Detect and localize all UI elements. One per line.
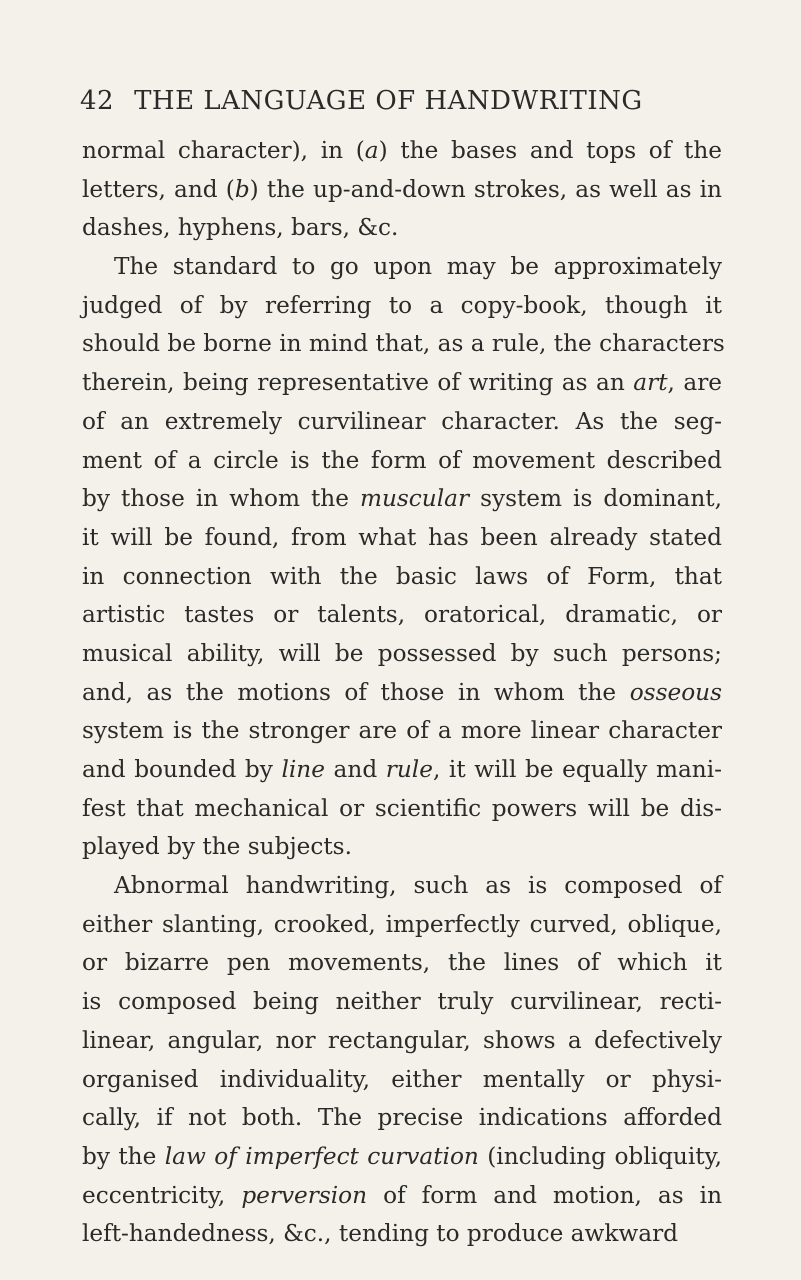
text-line: [82, 442, 722, 481]
text-run: ) the bases and tops of the: [378, 137, 722, 164]
italic-text: b: [234, 175, 250, 203]
italic-text: osseous: [629, 678, 722, 706]
text-run: ment of a circle is the form of movement described: [82, 446, 722, 474]
text-run: system is the stronger are of a more linear character: [82, 717, 722, 745]
text-run: cally, if not both. The precise indications afforded: [82, 1104, 722, 1132]
text-run: The standard to go upon may be approximately: [114, 253, 722, 281]
text-run: by the: [82, 1142, 165, 1170]
italic-text: art: [633, 369, 668, 397]
text-run: and, as the motions of those in whom the: [82, 678, 630, 706]
text-run: in connection with the basic laws of Form, that: [82, 562, 722, 590]
text-run: it will be found, from what has been already stated: [82, 523, 722, 551]
text-run: of form and motion, as in: [367, 1181, 723, 1209]
text-run: should be borne in mind that, as a rule, the characters: [82, 330, 725, 358]
text-line: [82, 944, 722, 983]
text-run: played by the subjects.: [82, 833, 352, 861]
text-run: eccentricity,: [82, 1181, 242, 1209]
text-line: [82, 325, 725, 364]
italic-text: perversion: [241, 1181, 368, 1209]
text-line: [82, 1061, 722, 1100]
text-run: , are: [667, 369, 723, 397]
text-run: ) the up-and-down strokes, as well as in: [249, 175, 722, 203]
text-run: , it will be equally mani-: [432, 756, 722, 783]
italic-text: rule: [385, 756, 433, 783]
text-line: [82, 132, 722, 171]
text-run: dashes, hyphens, bars, &c.: [82, 214, 399, 242]
text-run: left-handedness, &c., tending to produce awkward: [82, 1220, 679, 1248]
text-run: and bounded by: [82, 756, 282, 783]
text-run: organised individuality, either mentally or physi-: [82, 1065, 722, 1093]
italic-text: line: [281, 756, 325, 783]
text-run: musical ability, will be possessed by such persons;: [82, 639, 722, 667]
text-line: [82, 209, 722, 248]
text-line: [82, 480, 722, 519]
body-text: [82, 132, 725, 1254]
text-run: letters, and (: [82, 175, 235, 203]
page-number: 42: [80, 86, 115, 116]
text-run: or bizarre pen movements, the lines of which it: [82, 949, 722, 977]
running-title: THE LANGUAGE OF HANDWRITING: [134, 86, 643, 116]
text-line: [82, 712, 722, 751]
text-run: judged of by referring to a copy-book, though it: [82, 291, 722, 319]
text-line: [82, 790, 722, 829]
italic-text: law of imperfect curvation: [164, 1142, 479, 1170]
text-line: [82, 403, 722, 442]
text-line: [82, 1022, 722, 1061]
text-line: [82, 558, 722, 597]
text-run: is composed being neither truly curvilinear, recti-: [82, 988, 722, 1016]
text-run: artistic tastes or talents, oratorical, dramatic, or: [82, 601, 722, 629]
text-run: by those in whom the: [82, 485, 360, 513]
text-run: normal character), in (: [82, 137, 365, 164]
running-header: [80, 86, 720, 126]
text-run: linear, angular, nor rectangular, shows a defectively: [82, 1026, 722, 1054]
text-run: (including obliquity,: [478, 1142, 722, 1170]
text-line: [82, 1215, 722, 1254]
italic-text: a: [364, 137, 379, 164]
text-line: [82, 674, 722, 713]
text-line: [82, 751, 722, 790]
text-line: [82, 867, 722, 906]
text-run: therein, being representative of writing as an: [82, 369, 634, 397]
text-line: [82, 1177, 722, 1216]
text-line: [82, 248, 722, 287]
text-run: fest that mechanical or scientific powers will be dis-: [82, 794, 722, 822]
text-line: [82, 635, 722, 674]
text-run: Abnormal handwriting, such as is composed of: [114, 872, 722, 900]
text-line: [82, 983, 722, 1022]
italic-text: muscular: [359, 485, 470, 513]
text-line: [82, 828, 722, 867]
text-line: [82, 364, 722, 403]
text-run: system is dominant,: [469, 485, 722, 513]
text-run: and: [324, 756, 386, 783]
text-run: either slanting, crooked, imperfectly curved, oblique,: [82, 910, 722, 938]
text-line: [82, 1099, 722, 1138]
text-line: [82, 1138, 722, 1177]
text-line: [82, 519, 722, 558]
text-line: [82, 171, 722, 210]
text-run: of an extremely curvilinear character. As the seg-: [82, 407, 722, 435]
text-line: [82, 596, 722, 635]
text-line: [82, 287, 722, 326]
text-line: [82, 906, 722, 945]
